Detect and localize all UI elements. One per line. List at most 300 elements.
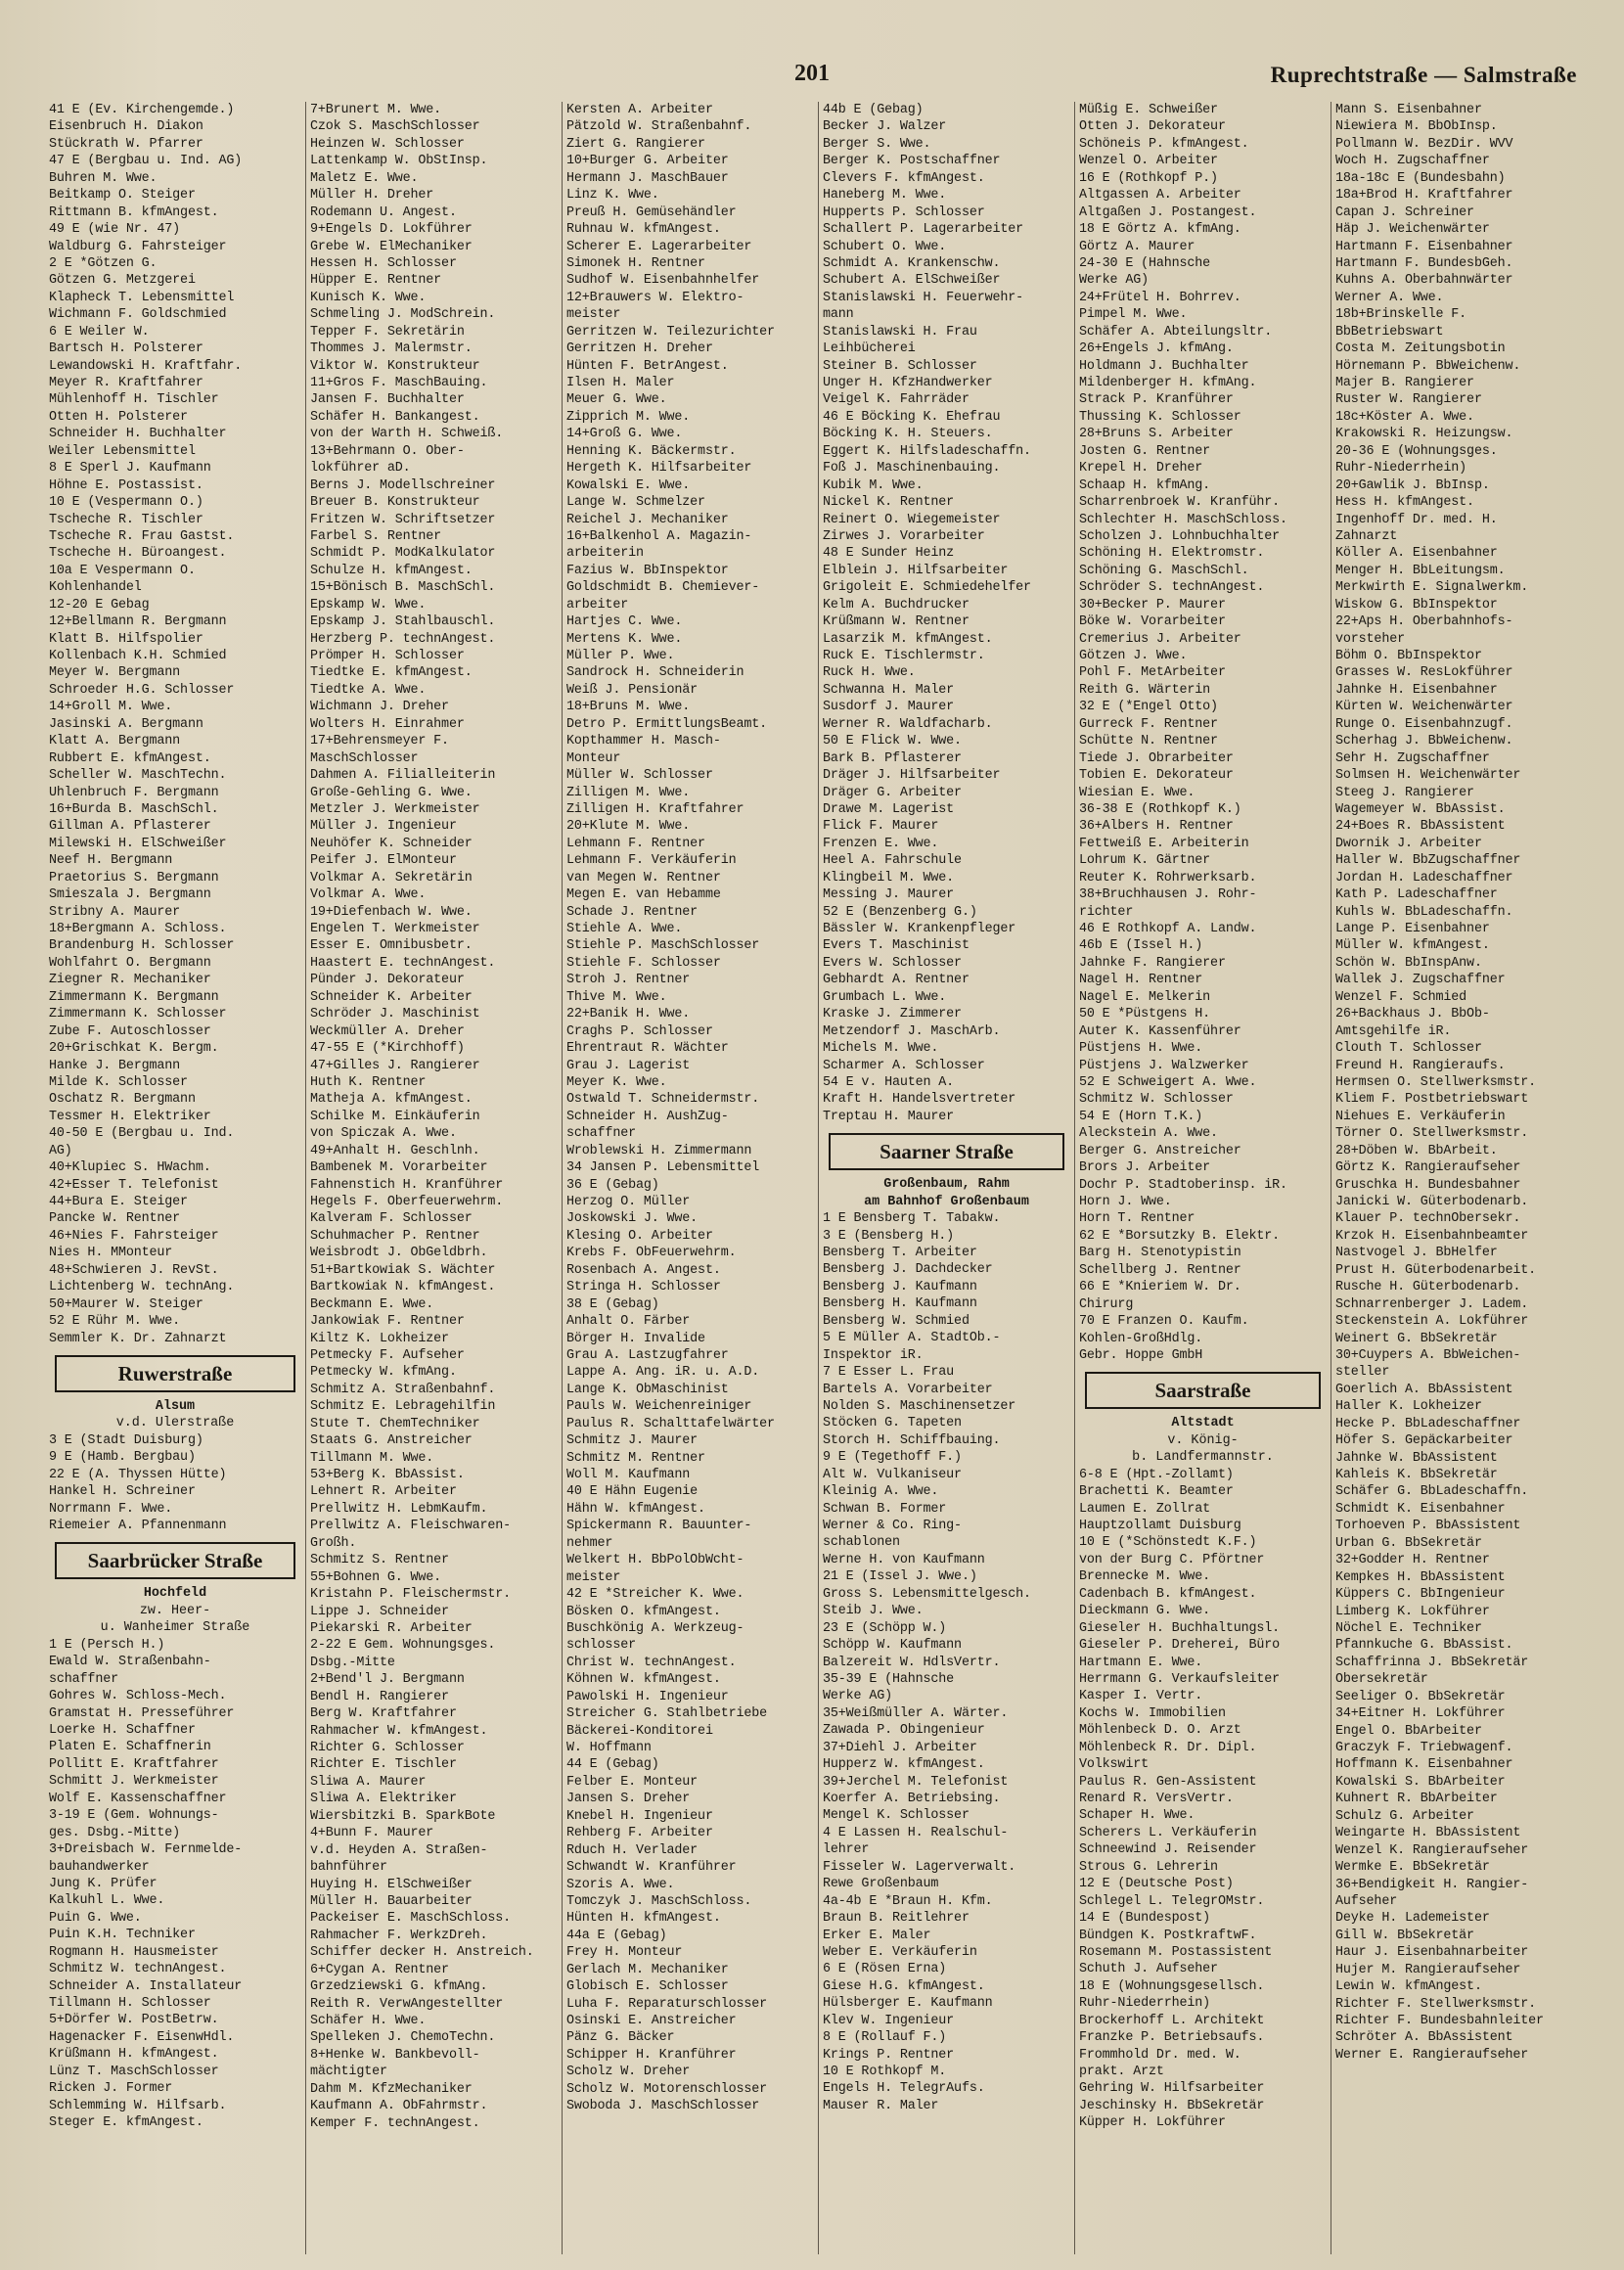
resident-entry: Franzke P. Betriebsaufs. <box>1079 2030 1265 2046</box>
resident-entry: Matheja A. kfmAngest. <box>310 1092 473 1108</box>
resident-entry: Stanislawski H. Feuerwehr- <box>823 290 1024 305</box>
resident-entry: Craghs P. Schlosser <box>566 1023 713 1039</box>
resident-entry: Scholz W. Dreher <box>566 2065 691 2080</box>
resident-entry: 1 E (Persch H.) <box>49 1637 165 1653</box>
resident-entry: Strack P. Kranführer <box>1079 392 1234 408</box>
resident-entry: 22 E (A. Thyssen Hütte) <box>49 1467 227 1482</box>
resident-entry: Ilsen H. Maler <box>566 376 675 390</box>
resident-entry: Hess H. kfmAngest. <box>1335 495 1474 511</box>
resident-entry: Grebe W. ElMechaniker <box>310 239 473 254</box>
resident-entry: Woll M. Kaufmann <box>566 1468 691 1482</box>
resident-entry: bahnführer <box>310 1860 387 1876</box>
resident-entry: Schmidt A. Krankenschw. <box>823 255 1001 271</box>
resident-entry: Stribny A. Maurer <box>49 904 181 920</box>
resident-entry: schlosser <box>566 1638 636 1654</box>
resident-entry: Weisbrodt J. ObGeldbrh. <box>310 1246 488 1261</box>
resident-entry: Tillmann M. Wwe. <box>310 1450 434 1466</box>
resident-entry: Schilke M. Einkäuferin <box>310 1109 480 1124</box>
resident-entry: 14 E (Bundespost) <box>1079 1911 1211 1927</box>
street-heading: Ruwerstraße <box>55 1355 295 1392</box>
resident-entry: 18b+Brinskelle F. <box>1335 307 1467 323</box>
resident-entry: Krzok H. Eisenbahnbeamter <box>1335 1228 1529 1244</box>
resident-entry: Schöning G. MaschSchl. <box>1079 563 1249 578</box>
resident-entry: Scholz W. Motorenschlosser <box>566 2081 768 2097</box>
resident-entry: Schmitz M. Rentner <box>566 1450 705 1466</box>
resident-entry: Milde K. Schlosser <box>49 1074 188 1090</box>
resident-entry: Weiß J. Pensionär <box>566 682 699 698</box>
resident-entry: 19+Diefenbach W. Wwe. <box>310 904 473 920</box>
column-6 <box>1331 102 1587 2254</box>
resident-entry: Hegels F. Oberfeuerwehrm. <box>310 1195 504 1209</box>
resident-entry: 20+Grischkat K. Bergm. <box>49 1041 219 1057</box>
resident-entry: Meyer W. Bergmann <box>49 665 181 681</box>
resident-entry: schablonen <box>823 1535 900 1551</box>
resident-entry: 21 E (Issel J. Wwe.) <box>823 1569 977 1585</box>
resident-entry: Müßig E. Schweißer <box>1079 103 1218 117</box>
resident-entry: 10 E (*Schönstedt K.F.) <box>1079 1535 1257 1551</box>
resident-entry: Börger H. Invalide <box>566 1331 705 1346</box>
district-label: Großenbaum, Rahm <box>883 1177 1010 1193</box>
resident-entry: Tessmer H. Elektriker <box>49 1109 211 1124</box>
resident-entry: 30+Cuypers A. BbWeichen- <box>1335 1347 1521 1363</box>
street-range-note: u. Wanheimer Straße <box>100 1620 250 1636</box>
resident-entry: 3 E (Bensberg H.) <box>823 1228 955 1244</box>
resident-entry: 13+Behrmann O. Ober- <box>310 443 465 459</box>
resident-entry: Epskamp J. Stahlbauschl. <box>310 614 496 630</box>
resident-entry: Knebel H. Ingenieur <box>566 1808 713 1824</box>
resident-entry: Altgaßen J. Postangest. <box>1079 204 1257 220</box>
running-head: Ruprechtstraße — Salmstraße <box>1270 63 1577 87</box>
resident-entry: Schaper H. Wwe. <box>1079 1808 1195 1824</box>
resident-entry: 41 E (Ev. Kirchengemde.) <box>49 103 235 117</box>
column-2 <box>305 102 562 2254</box>
resident-entry: Wolf E. Kassenschaffner <box>49 1791 227 1806</box>
resident-entry: lehrer <box>823 1842 870 1858</box>
resident-entry: Jahnke F. Rangierer <box>1079 955 1226 971</box>
resident-entry: Tobien E. Dekorateur <box>1079 768 1234 784</box>
resident-entry: Sliwa A. Maurer <box>310 1774 427 1790</box>
resident-entry: Schnarrenberger J. Ladem. <box>1335 1296 1529 1312</box>
resident-entry: 51+Bartkowiak S. Wächter <box>310 1262 496 1278</box>
resident-entry: Jankowiak F. Rentner <box>310 1314 465 1330</box>
resident-entry: Huying H. ElSchweißer <box>310 1877 473 1892</box>
resident-entry: Bensberg T. Arbeiter <box>823 1246 977 1261</box>
resident-entry: Müller J. Ingenieur <box>310 819 457 835</box>
resident-entry: Kürten W. Weichenwärter <box>1335 700 1513 715</box>
resident-entry: 3-19 E (Gem. Wohnungs- <box>49 1808 219 1824</box>
resident-entry: Chirurg <box>1079 1296 1134 1312</box>
resident-entry: Schön W. BbInspAnw. <box>1335 955 1482 971</box>
resident-entry: Werner R. Waldfacharb. <box>823 716 993 732</box>
resident-entry: Lange K. ObMaschinist <box>566 1382 729 1397</box>
resident-entry: 5+Dörfer W. PostBetrw. <box>49 2013 219 2028</box>
resident-entry: Hünten F. BetrAngest. <box>566 358 729 374</box>
resident-entry: Otten H. Polsterer <box>49 409 188 425</box>
resident-entry: 16 E (Rothkopf P.) <box>1079 170 1218 186</box>
resident-entry: mächtigter <box>310 2065 387 2080</box>
resident-entry: Krakowski R. Heizungsw. <box>1335 427 1513 442</box>
resident-entry: Wermke E. BbSekretär <box>1335 1860 1490 1876</box>
resident-entry: Ostwald T. Schneidermstr. <box>566 1092 760 1108</box>
resident-entry: Hergeth K. Hilfsarbeiter <box>566 461 752 477</box>
resident-entry: Schwanna H. Maler <box>823 682 955 698</box>
resident-entry: Tomczyk J. MaschSchloss. <box>566 1893 752 1909</box>
resident-entry: Barg H. Stenotypistin <box>1079 1246 1241 1261</box>
resident-entry: Zipprich M. Wwe. <box>566 409 691 425</box>
resident-entry: Bensberg W. Schmied <box>823 1313 970 1329</box>
resident-entry: 20+Gawlik J. BbInsp. <box>1335 477 1490 493</box>
resident-entry: 24-30 E (Hahnsche <box>1079 255 1211 271</box>
resident-entry: 24+Frütel H. Bohrrev. <box>1079 290 1241 305</box>
resident-entry: Nickel K. Rentner <box>823 495 955 511</box>
resident-entry: Jordan H. Ladeschaffner <box>1335 870 1513 885</box>
resident-entry: Schade J. Rentner <box>566 904 699 920</box>
resident-entry: Kleinig A. Wwe. <box>823 1484 939 1500</box>
resident-entry: Tscheche H. Büroangest. <box>49 546 227 562</box>
resident-entry: Praetorius S. Bergmann <box>49 870 219 885</box>
resident-entry: Puin G. Wwe. <box>49 1910 142 1926</box>
resident-entry: Sliwa A. Elektriker <box>310 1792 457 1807</box>
resident-entry: Limberg K. Lokführer <box>1335 1604 1490 1619</box>
resident-entry: Mertens K. Wwe. <box>566 631 683 647</box>
resident-entry: Berger G. Anstreicher <box>1079 1143 1241 1158</box>
resident-entry: 18c+Köster A. Wwe. <box>1335 409 1474 425</box>
resident-entry: Mengel K. Schlosser <box>823 1808 970 1824</box>
resident-entry: Stute T. ChemTechniker <box>310 1416 480 1431</box>
resident-entry: Dieckmann G. Wwe. <box>1079 1604 1211 1619</box>
resident-entry: Nagel H. Rentner <box>1079 973 1203 988</box>
resident-entry: Gramstat H. Presseführer <box>49 1705 235 1721</box>
resident-entry: 17+Behrensmeyer F. <box>310 734 449 749</box>
resident-entry: Schroeder H.G. Schlosser <box>49 682 235 698</box>
resident-entry: Hartmann F. Eisenbahner <box>1335 239 1513 254</box>
resident-entry: Bündgen K. PostkraftwF. <box>1079 1928 1257 1943</box>
resident-entry: Elblein J. Hilfsarbeiter <box>823 563 1009 578</box>
resident-entry: Kemper F. technAngest. <box>310 2115 480 2131</box>
resident-entry: 34 Jansen P. Lebensmittel <box>566 1160 760 1176</box>
resident-entry: von Spiczak A. Wwe. <box>310 1126 457 1142</box>
resident-entry: 23 E (Schöpp W.) <box>823 1620 947 1636</box>
resident-entry: Kath P. Ladeschaffner <box>1335 887 1498 903</box>
resident-entry: v.d. Heyden A. Straßen- <box>310 1842 488 1858</box>
resident-entry: Kempkes H. BbAssistent <box>1335 1569 1506 1585</box>
resident-entry: Dwornik J. Arbeiter <box>1335 836 1482 851</box>
resident-entry: Heinzen W. Schlosser <box>310 136 465 152</box>
resident-entry: 54 E v. Hauten A. <box>823 1074 955 1090</box>
resident-entry: Fritzen W. Schriftsetzer <box>310 512 496 527</box>
resident-entry: Runge O. Eisenbahnzugf. <box>1335 716 1513 732</box>
resident-entry: 12-20 E Gebag <box>49 597 150 613</box>
resident-entry: Unger H. KfzHandwerker <box>823 376 993 390</box>
resident-entry: Graczyk F. Triebwagenf. <box>1335 1741 1513 1755</box>
resident-entry: Hünten H. kfmAngest. <box>566 1911 721 1927</box>
resident-entry: 49 E (wie Nr. 47) <box>49 222 181 238</box>
resident-entry: Urban G. BbSekretär <box>1335 1535 1482 1551</box>
resident-entry: nehmer <box>566 1535 613 1551</box>
resident-entry: Nastvogel J. BbHelfer <box>1335 1246 1498 1261</box>
resident-entry: 52 E (Benzenberg G.) <box>823 904 977 920</box>
resident-entry: Kunisch K. Wwe. <box>310 290 427 305</box>
resident-entry: Engelen T. Werkmeister <box>310 922 480 936</box>
resident-entry: Schellberg J. Rentner <box>1079 1262 1241 1278</box>
resident-entry: Kochs W. Immobilien <box>1079 1705 1226 1721</box>
resident-entry: Sehr H. Zugschaffner <box>1335 750 1490 766</box>
resident-entry: Kasper I. Vertr. <box>1079 1689 1203 1704</box>
resident-entry: Jahnke W. BbAssistent <box>1335 1450 1498 1466</box>
resident-entry: Hörnemann P. BbWeichenw. <box>1335 358 1521 374</box>
resident-entry: 32+Godder H. Rentner <box>1335 1553 1490 1568</box>
resident-entry: Stroh J. Rentner <box>566 973 691 988</box>
resident-entry: Schneewind J. Reisender <box>1079 1842 1257 1858</box>
resident-entry: 50 E Flick W. Wwe. <box>823 734 962 749</box>
resident-entry: Hupperz W. kfmAngest. <box>823 1757 985 1773</box>
resident-entry: Hecke P. BbLadeschaffner <box>1335 1416 1521 1431</box>
resident-entry: 3 E (Stadt Duisburg) <box>49 1432 203 1448</box>
resident-entry: Werke AG) <box>1079 273 1149 289</box>
resident-entry: Große-Gehling G. Wwe. <box>310 785 473 800</box>
resident-entry: 12+Bellmann R. Bergmann <box>49 614 227 630</box>
resident-entry: Görtz A. Maurer <box>1079 239 1195 254</box>
resident-entry: 62 E *Borsutzky B. Elektr. <box>1079 1228 1281 1244</box>
resident-entry: Wallek J. Zugschaffner <box>1335 973 1506 988</box>
resident-entry: Wenzel K. Rangieraufseher <box>1335 1842 1529 1858</box>
resident-entry: Puin K.H. Techniker <box>49 1928 196 1943</box>
resident-entry: Müller H. Dreher <box>310 188 434 204</box>
resident-entry: Monteur <box>566 750 621 766</box>
resident-entry: AG) <box>49 1143 72 1158</box>
resident-entry: Klingbeil M. Wwe. <box>823 870 955 885</box>
resident-entry: 44 E (Gebag) <box>566 1757 659 1773</box>
resident-entry: Dahm M. KfzMechaniker <box>310 2081 473 2097</box>
resident-entry: Ruck H. Wwe. <box>823 665 916 681</box>
resident-entry: 6+Cygan A. Rentner <box>310 1962 449 1977</box>
resident-entry: Packeiser E. MaschSchloss. <box>310 1911 512 1927</box>
resident-entry: Schmitz S. Rentner <box>310 1553 449 1568</box>
resident-entry: Pollitt E. Kraftfahrer <box>49 1756 219 1772</box>
resident-entry: 52 E Schweigert A. Wwe. <box>1079 1074 1257 1090</box>
resident-entry: Mühlenhoff H. Tischler <box>49 392 219 408</box>
resident-entry: Schäfer H. Bankangest. <box>310 409 480 425</box>
resident-entry: Heel A. Fahrschule <box>823 853 962 869</box>
resident-entry: Gurreck F. Rentner <box>1079 716 1218 732</box>
resident-entry: 52 E Rühr M. Wwe. <box>49 1314 181 1330</box>
resident-entry: Koerfer A. Betriebsing. <box>823 1792 1001 1807</box>
resident-entry: Nies H. MMonteur <box>49 1246 173 1261</box>
resident-entry: Fettweiß E. Arbeiterin <box>1079 836 1249 851</box>
resident-entry: Aufseher <box>1335 1893 1398 1909</box>
resident-entry: Ingenhoff Dr. med. H. <box>1335 512 1498 527</box>
resident-entry: Weinert G. BbSekretär <box>1335 1331 1498 1346</box>
resident-entry: Tiedtke A. Wwe. <box>310 682 427 698</box>
resident-entry: 12+Brauwers W. Elektro- <box>566 290 744 305</box>
resident-entry: 53+Berg K. BbAssist. <box>310 1468 465 1482</box>
resident-entry: Veigel K. Fahrräder <box>823 392 970 408</box>
resident-entry: 37+Diehl J. Arbeiter <box>823 1740 977 1755</box>
resident-entry: Törner O. Stellwerksmstr. <box>1335 1126 1529 1142</box>
resident-entry: Nagel E. Melkerin <box>1079 989 1211 1005</box>
resident-entry: Steib J. Wwe. <box>823 1604 924 1619</box>
resident-entry: Haller K. Lokheizer <box>1335 1399 1482 1415</box>
resident-entry: Berns J. Modellschreiner <box>310 477 496 493</box>
resident-entry: 4 E Lassen H. Realschul- <box>823 1825 1009 1840</box>
resident-entry: Epskamp W. Wwe. <box>310 597 427 613</box>
street-heading: Saarner Straße <box>829 1133 1064 1170</box>
resident-entry: Metzendorf J. MaschArb. <box>823 1023 1001 1039</box>
resident-entry: Bässler W. Krankenpfleger <box>823 922 1016 936</box>
resident-entry: 36+Bendigkeit H. Rangier- <box>1335 1877 1529 1892</box>
resident-entry: Bensberg J. Dachdecker <box>823 1262 993 1278</box>
resident-entry: Osinski E. Anstreicher <box>566 2014 737 2028</box>
resident-entry: Altgassen A. Arbeiter <box>1079 188 1241 204</box>
resident-entry: Schubert O. Wwe. <box>823 239 947 254</box>
resident-entry: Pawolski H. Ingenieur <box>566 1689 729 1704</box>
resident-entry: 42 E *Streicher K. Wwe. <box>566 1587 744 1603</box>
resident-entry: Schuth J. Aufseher <box>1079 1962 1218 1977</box>
resident-entry: Capan J. Schreiner <box>1335 204 1474 220</box>
resident-entry: Josten G. Rentner <box>1079 443 1211 459</box>
resident-entry: Richter E. Tischler <box>310 1757 457 1773</box>
resident-entry: Sandrock H. Schneiderin <box>566 665 744 681</box>
resident-entry: Mildenberger H. kfmAng. <box>1079 376 1257 390</box>
resident-entry: Gross S. Lebensmittelgesch. <box>823 1586 1031 1602</box>
resident-entry: Brockerhoff L. Architekt <box>1079 2013 1265 2028</box>
resident-entry: Niewiera M. BbObInsp. <box>1335 119 1498 135</box>
resident-entry: Rosemann M. Postassistent <box>1079 1944 1273 1960</box>
resident-entry: Hagenacker F. EisenwHdl. <box>49 2029 235 2045</box>
resident-entry: Ricken J. Former <box>49 2081 173 2097</box>
resident-entry: 44a E (Gebag) <box>566 1928 667 1943</box>
resident-entry: 16+Burda B. MaschSchl. <box>49 801 219 817</box>
resident-entry: Kliem F. Postbetriebswart <box>1335 1092 1529 1108</box>
resident-entry: Schäfer G. BbLadeschaffn. <box>1335 1484 1529 1500</box>
resident-entry: Preuß H. Gemüsehändler <box>566 204 737 220</box>
resident-entry: 32 E (*Engel Otto) <box>1079 700 1218 715</box>
resident-entry: 28+Bruns S. Arbeiter <box>1079 427 1234 442</box>
resident-entry: Schaap H. kfmAng. <box>1079 477 1211 493</box>
resident-entry: 14+Groß G. Wwe. <box>566 427 683 442</box>
resident-entry: Berg W. Kraftfahrer <box>310 1706 457 1722</box>
resident-entry: Werner & Co. Ring- <box>823 1519 962 1534</box>
resident-entry: 24+Boes R. BbAssistent <box>1335 819 1506 835</box>
resident-entry: Schneider K. Arbeiter <box>310 989 473 1005</box>
resident-entry: Rahmacher F. WerkzDreh. <box>310 1928 488 1943</box>
resident-entry: Becker J. Walzer <box>823 119 947 135</box>
resident-entry: Tscheche R. Tischler <box>49 512 203 527</box>
resident-entry: Prellwitz A. Fleischwaren- <box>310 1519 512 1534</box>
resident-entry: 46+Nies F. Fahrsteiger <box>49 1228 219 1244</box>
resident-entry: Pänz G. Bäcker <box>566 2030 675 2046</box>
resident-entry: Maletz E. Wwe. <box>310 170 419 186</box>
resident-entry: Meuer G. Wwe. <box>566 392 667 408</box>
resident-entry: Petmecky F. Aufseher <box>310 1347 465 1363</box>
resident-entry: Evers T. Maschinist <box>823 938 970 954</box>
resident-entry: Kuhns A. Oberbahnwärter <box>1335 273 1513 289</box>
resident-entry: Dsbg.-Mitte <box>310 1655 395 1670</box>
resident-entry: Semmler K. Dr. Zahnarzt <box>49 1331 227 1346</box>
resident-entry: Gieseler H. Buchhaltungsl. <box>1079 1620 1281 1636</box>
resident-entry: Uhlenbruch F. Bergmann <box>49 785 219 800</box>
resident-entry: Lichtenberg W. technAng. <box>49 1280 235 1295</box>
resident-entry: Schlemming W. Hilfsarb. <box>49 2098 227 2113</box>
resident-entry: 6-8 E (Hpt.-Zollamt) <box>1079 1467 1234 1482</box>
resident-entry: Lewandowski H. Kraftfahr. <box>49 358 243 374</box>
resident-entry: Müller H. Bauarbeiter <box>310 1893 473 1909</box>
street-range-note: zw. Heer- <box>139 1603 211 1618</box>
resident-entry: Volkmar A. Sekretärin <box>310 870 473 885</box>
resident-entry: Clevers F. kfmAngest. <box>823 170 985 186</box>
resident-entry: Reith G. Wärterin <box>1079 682 1211 698</box>
resident-entry: Großh. <box>310 1535 357 1551</box>
resident-entry: Kohlen-GroßHdlg. <box>1079 1331 1203 1346</box>
resident-entry: Prömper H. Schlosser <box>310 649 465 663</box>
resident-entry: Solmsen H. Weichenwärter <box>1335 768 1521 784</box>
resident-entry: Wolters H. Einrahmer <box>310 716 465 732</box>
resident-entry: 48+Schwieren J. RevSt. <box>49 1262 219 1278</box>
resident-entry: Goldschmidt B. Chemiever- <box>566 580 760 596</box>
resident-entry: 14+Groll M. Wwe. <box>49 700 173 715</box>
resident-entry: Foß J. Maschinenbauing. <box>823 461 1001 477</box>
resident-entry: Kristahn P. Fleischermstr. <box>310 1587 512 1603</box>
resident-entry: 49+Anhalt H. Geschlnh. <box>310 1143 480 1158</box>
resident-entry: Kubik M. Wwe. <box>823 477 924 493</box>
resident-entry: Köhnen W. kfmAngest. <box>566 1672 721 1688</box>
resident-entry: 10+Burger G. Arbeiter <box>566 154 729 169</box>
resident-entry: Möhlenbeck R. Dr. Dipl. <box>1079 1740 1257 1755</box>
resident-entry: Gillman A. Pflasterer <box>49 819 211 835</box>
resident-entry: 26+Backhaus J. BbOb- <box>1335 1007 1490 1022</box>
resident-entry: Messing J. Maurer <box>823 887 955 903</box>
resident-entry: Schneider H. AushZug- <box>566 1109 729 1124</box>
resident-entry: Lewin W. kfmAngest. <box>1335 1979 1482 1995</box>
resident-entry: 36 E (Gebag) <box>566 1177 659 1193</box>
resident-entry: Fazius W. BbInspektor <box>566 563 729 578</box>
resident-entry: Dochr P. Stadtoberinsp. iR. <box>1079 1177 1287 1193</box>
resident-entry: Klauer P. technObersekr. <box>1335 1211 1521 1227</box>
resident-entry: Storch H. Schiffbauing. <box>823 1432 1001 1448</box>
resident-entry: 4a-4b E *Braun H. Kfm. <box>823 1893 993 1909</box>
resident-entry: 44b E (Gebag) <box>823 103 924 117</box>
resident-entry: Tiedtke E. kfmAngest. <box>310 665 473 681</box>
resident-entry: Niehues E. Verkäuferin <box>1335 1109 1506 1124</box>
resident-entry: prakt. Arzt <box>1079 2065 1164 2080</box>
resident-entry: bauhandwerker <box>49 1859 150 1875</box>
resident-entry: Nolden S. Maschinensetzer <box>823 1398 1016 1414</box>
resident-entry: Schröder J. Maschinist <box>310 1007 480 1022</box>
resident-entry: Alt W. Vulkaniseur <box>823 1467 962 1482</box>
resident-entry: Ziegner R. Mechaniker <box>49 973 211 988</box>
resident-entry: Götzen G. Metzgerei <box>49 273 196 289</box>
resident-entry: Goerlich A. BbAssistent <box>1335 1382 1513 1397</box>
resident-entry: 26+Engels J. kfmAng. <box>1079 341 1234 357</box>
resident-entry: Pimpel M. Wwe. <box>1079 307 1188 323</box>
resident-entry: Pünder J. Dekorateur <box>310 973 465 988</box>
street-heading: Saarstraße <box>1085 1372 1321 1409</box>
resident-entry: Scheller W. MaschTechn. <box>49 768 227 784</box>
resident-entry: 35+Weißmüller A. Wärter. <box>823 1705 1009 1721</box>
resident-entry: Lange P. Eisenbahner <box>1335 922 1490 936</box>
resident-entry: Zahnarzt <box>1335 528 1398 544</box>
resident-entry: 8+Henke W. Bankbevoll- <box>310 2047 480 2063</box>
resident-entry: Stiehle P. MaschSchlosser <box>566 938 760 954</box>
resident-entry: Detro P. ErmittlungsBeamt. <box>566 716 768 732</box>
resident-entry: 8 E (Rollauf F.) <box>823 2030 947 2046</box>
resident-entry: Böke W. Vorarbeiter <box>1079 614 1226 630</box>
resident-entry: Loerke H. Schaffner <box>49 1723 196 1739</box>
resident-entry: von der Burg C. Pförtner <box>1079 1552 1265 1567</box>
resident-entry: Böhm O. BbInspektor <box>1335 649 1482 663</box>
resident-entry: 9 E (Tegethoff F.) <box>823 1450 962 1466</box>
resident-entry: Torhoeven P. BbAssistent <box>1335 1519 1521 1534</box>
